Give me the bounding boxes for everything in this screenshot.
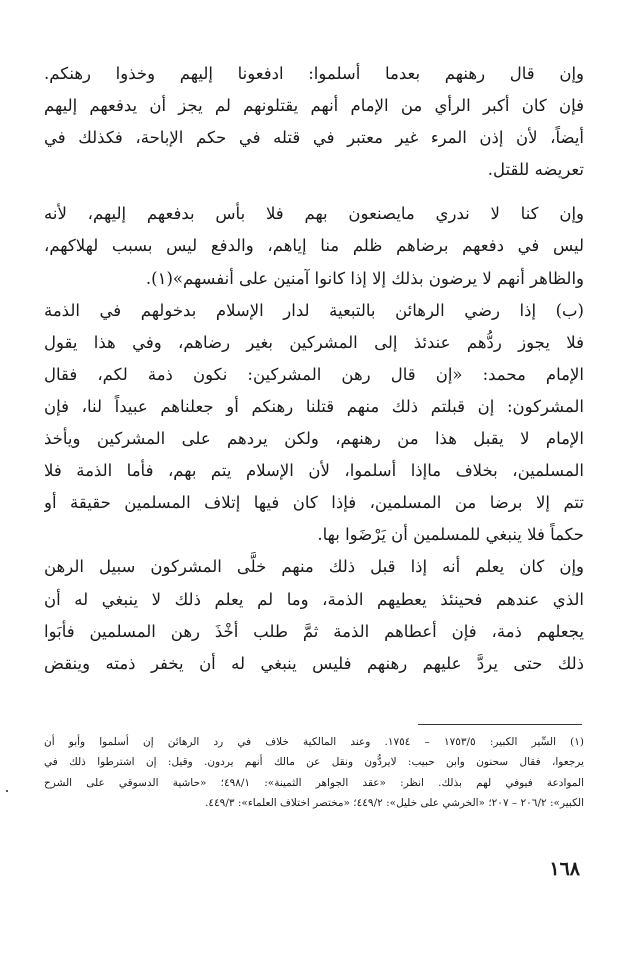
main-text (44, 58, 584, 680)
text-line: تتم إلا برضا من المسلمين، فإذا كان فيها إتلاف المسلمين حقيقة أو (44, 493, 584, 513)
footnote (44, 732, 584, 813)
margin-mark (6, 790, 8, 792)
text-line: الذي عندهم فحينئذ يعطيهم الذمة، وما لم يعلم ذلك لا ينبغي له أن (44, 589, 584, 609)
text-line: (ب) إذا رضي الرهائن بالتبعية لدار الإسلام بدخولهم في الذمة (44, 300, 584, 320)
footnote-line: الكبير»: ٢٠٦/٢ – ٢٠٧؛ «الخرشي على خليل»: ٤٤٩/٢؛ «مختصر اختلاف العلماء»: ٤٤٩/٣. (205, 796, 584, 809)
text-line: أيضاً، لأن إذن المرء غير معتبر في قتله في حكم الإباحة، فكذلك في (44, 128, 584, 148)
text-line: وإن كنا لا ندري مايصنعون بهم فلا بأس بدفعهم إليهم، لأنه (44, 204, 584, 224)
text-line: حكماً فلا ينبغي للمسلمين أن يَرْضَوا بها. (317, 525, 584, 545)
footnote-line: يرجعوا، فقال سحنون وابن حبيب: لايردُّون ونقل عن مالك أنهم يردون. وقيل: إن اشترطوا ذلك في (44, 756, 584, 769)
text-line: ذلك حتى يردَّ عليهم رهنهم فليس ينبغي له أن يخفر ذمته وينقض (44, 653, 584, 673)
text-line: يجعلهم ذمة، فإن أعطاهم الذمة ثمَّ طلب أخْذَ رهن المسلمين فأبَوا (44, 621, 584, 641)
text-line: المشركون: إن قبلتم ذلك منهم قتلنا رهنكم أو جعلناهم عبيداً لنا، فإن (44, 396, 584, 416)
text-line: فإن كان أكبر الرأي من الإمام أنهم يقتلونهم لم يجز أن يدفعهم إليهم (44, 96, 584, 116)
paragraph (44, 198, 584, 294)
paragraph (44, 58, 584, 186)
page-number: ١٦٨ (549, 858, 580, 880)
footnote-line: (١) السِّير الكبير: ١٧٥٣/٥ – ١٧٥٤. وعند المالكية خلاف في رد الرهائن إن أسلموا وأبو أن (44, 736, 584, 748)
text-line: وإن قال رهنهم بعدما أسلموا: ادفعونا إليهم وخذوا رهنكم. (44, 64, 584, 83)
text-line: تعريضه للقتل. (487, 160, 584, 180)
footnote-separator (418, 724, 582, 725)
text-line: فلا يجوز ردُّهم عندئذ إلى المشركين بغير رضاهم، وفي هذا يقول (44, 332, 584, 352)
text-line: والظاهر أنهم لا يرضون بذلك إلا إذا كانوا آمنين على أنفسهم»(١). (145, 268, 584, 288)
text-line: ليس في دفعهم برضاهم ظلم منا إياهم، والدفع ليس بسبب لهلاكهم، (44, 236, 584, 256)
text-line: الإمام محمد: «إن قال رهن المشركين: نكون ذمة لكم، فقال (44, 364, 584, 384)
text-line: الإمام لا يقبل هذا من رهنهم، ولكن يردهم على المشركين ويأخذ (44, 429, 584, 449)
paragraph (44, 551, 584, 679)
paragraph (44, 295, 584, 552)
text-line: وإن كان يعلم أنه إذا قبل ذلك منهم خلَّى المشركون سبيل الرهن (44, 557, 584, 577)
text-line: المسلمين، بخلاف ماإذا أسلموا، لأن الإسلام يتم بهم، فأما الذمة فلا (44, 461, 584, 481)
footnote-line: الموادعة فيوفي لهم بذلك. انظر: «عقد الجواهر الثمينة»: ٤٩٨/١؛ «حاشية الدسوقي على الشرح (44, 776, 584, 789)
